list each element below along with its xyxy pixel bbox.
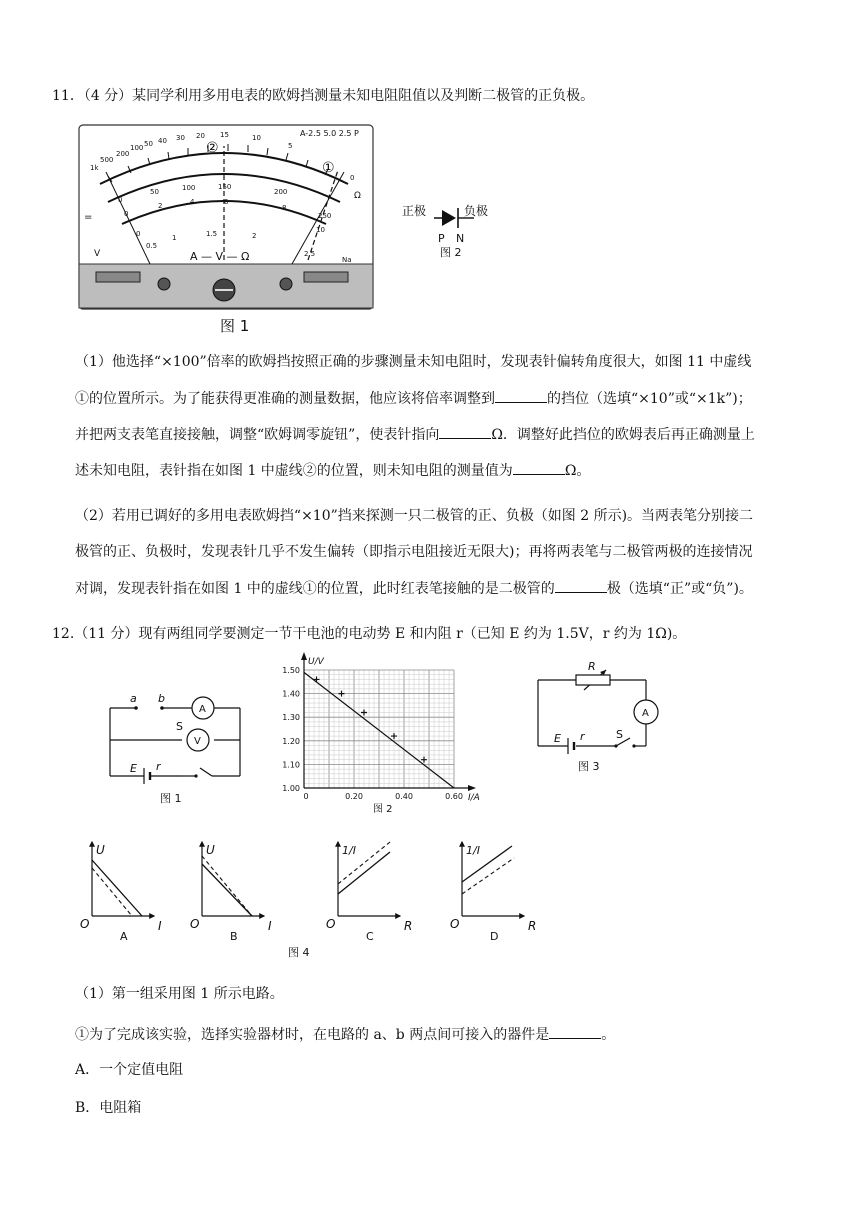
- ohm-scale-30: 30: [176, 134, 185, 142]
- fig4-b-letter: B: [230, 930, 238, 943]
- q12-fig4-panels: [76, 838, 546, 964]
- screw-left-icon: [158, 278, 170, 290]
- fig4-panel-b: [190, 842, 272, 943]
- fig4-a-letter: A: [120, 930, 128, 943]
- fig1-label-a: a: [130, 692, 137, 705]
- v10-scale-8: 8: [282, 204, 287, 212]
- fig4-c-origin: O: [326, 917, 336, 931]
- q11-heading: 11．（4 分）某同学利用多用电表的欧姆挡测量未知电阻阻值以及判断二极管的正负极。: [52, 88, 595, 104]
- q12-fig1-circuit: [100, 690, 250, 806]
- diode-p-label: P: [438, 232, 445, 245]
- fig4-panel-c: [326, 842, 412, 943]
- fig1-label-e: E: [130, 762, 137, 775]
- fig4-d-ylabel: 1/I: [466, 844, 480, 857]
- y-tick-label: 1.40: [282, 689, 300, 699]
- ohm-scale-200: 200: [116, 150, 130, 158]
- ac-scale-0: 0: [136, 230, 141, 238]
- v10-scale-2: 2: [158, 202, 163, 210]
- answer-blank-2[interactable]: [439, 424, 491, 439]
- dc-scale-150: 150: [218, 183, 232, 191]
- x-axis-arrow-icon: [468, 785, 476, 791]
- dc-mark: =: [84, 212, 93, 223]
- ac-scale-1-5: 1.5: [206, 230, 218, 238]
- data-point-3: [391, 733, 397, 739]
- fig3-label-r: r: [580, 730, 585, 743]
- fig2-caption: 图 2: [373, 804, 393, 815]
- q12-s1: （1）第一组采用图 1 所示电路。: [75, 986, 284, 1002]
- ohm-scale-50: 50: [144, 140, 153, 148]
- dc-scale-250: 250: [318, 212, 332, 220]
- v10-scale-0: 0: [124, 210, 129, 218]
- y-axis-arrow-icon: [301, 652, 307, 660]
- ohm-scale-1k: 1k: [90, 164, 99, 172]
- dc-scale-50: 50: [150, 188, 159, 196]
- x-tick-label: 0.60: [445, 792, 463, 801]
- x-tick-label: 0.20: [345, 792, 363, 801]
- fig1-ammeter-label: A: [199, 704, 206, 715]
- fig4-d-letter: D: [490, 930, 499, 943]
- fig3-caption: 图 3: [578, 760, 600, 773]
- fig4-b-origin: O: [190, 917, 200, 931]
- q11-fig2-diode: [398, 198, 508, 278]
- diode-negative-label: 负极: [464, 204, 489, 218]
- data-point-4: [421, 757, 427, 763]
- fig4-b-xlabel: I: [268, 919, 272, 933]
- marker-1: ①: [322, 160, 335, 176]
- q12-s1-q1: ①为了完成该实验，选择实验器材时，在电路的 a、b 两点间可接入的器件是 。: [75, 1024, 820, 1045]
- ohm-scale-5: 5: [288, 142, 293, 150]
- q12-heading: 12.（11 分）现有两组同学要测定一节干电池的电动势 E 和内阻 r（已知 E 约为 1.5V，r 约为 1Ω)。: [52, 626, 687, 642]
- ohm-scale-500: 500: [100, 156, 114, 164]
- ac-scale-2: 2: [252, 232, 257, 240]
- function-label: A — V — Ω: [190, 250, 250, 263]
- q11-p2-line2: 极管的正、负极时，发现表针几乎不发生偏转（即指示电阻接近无限大)；再将两表笔与二极管两极的连接情况: [75, 544, 753, 560]
- fig4-a-xlabel: I: [158, 919, 162, 933]
- fig4-c-letter: C: [366, 930, 374, 943]
- ac-scale-0-5: 0.5: [146, 242, 158, 250]
- diode-positive-label: 正极: [402, 204, 427, 218]
- y-tick-label: 1.30: [282, 713, 300, 723]
- screw-right-icon: [280, 278, 292, 290]
- q12-fig3-circuit: [528, 660, 668, 780]
- ac-scale-2-5: 2.5: [304, 250, 316, 258]
- fig4-d-xlabel: R: [528, 919, 537, 933]
- answer-blank-4[interactable]: [555, 578, 607, 593]
- fig4-c-ylabel: 1/I: [342, 844, 356, 857]
- fig1-caption: 图 1: [160, 792, 182, 805]
- q12-option-a: A．一个定值电阻: [75, 1062, 184, 1078]
- answer-blank-1[interactable]: [495, 388, 547, 403]
- ohm-scale-40: 40: [158, 137, 167, 145]
- rheostat-icon: [576, 675, 610, 685]
- data-point-0: [314, 676, 320, 682]
- fig1-label-r: r: [156, 760, 161, 773]
- diode-icon: [442, 210, 456, 226]
- v10-scale-6: 6: [224, 198, 229, 206]
- fig2-caption: 图 2: [440, 246, 462, 259]
- q11-fig1-caption: 图 1: [220, 317, 250, 335]
- dc-scale-100: 100: [182, 184, 196, 192]
- ohm-scale-15: 15: [220, 131, 229, 139]
- q11-fig1-multimeter: [78, 124, 374, 310]
- ohm-scale-20: 20: [196, 132, 205, 140]
- y-axis-label: U/V: [308, 657, 324, 667]
- fig4-b-ylabel: U: [206, 843, 215, 857]
- ohm-unit: Ω: [354, 191, 361, 201]
- answer-blank-3[interactable]: [513, 460, 565, 475]
- q11-p2-line3: 对调，发现表针指在如图 1 中的虚线①的位置，此时红表笔接触的是二极管的 极（选填“正”或“负”)。: [75, 578, 820, 599]
- q11-p2-line1: （2）若用已调好的多用电表欧姆挡“×10”挡来探测一只二极管的正、负极（如图 2 所示)。当两表笔分别接二: [75, 508, 754, 524]
- ohm-scale-100: 100: [130, 144, 144, 152]
- y-tick-label: 1.20: [282, 736, 300, 746]
- fig1-label-b: b: [158, 692, 165, 705]
- dc-scale-0: 0: [118, 196, 123, 204]
- fig3-label-r-big: R: [588, 660, 596, 673]
- diode-n-label: N: [456, 232, 465, 245]
- q12-fig2-chart: [272, 652, 498, 832]
- fig4-panel-d: [450, 842, 536, 943]
- dc-scale-200: 200: [274, 188, 288, 196]
- ohm-scale-10: 10: [252, 134, 261, 142]
- fig4-a-ylabel: U: [96, 843, 105, 857]
- fig1-voltmeter-label: V: [194, 736, 201, 747]
- fig4-d-origin: O: [450, 917, 460, 931]
- q11-p1-line2: ①的位置所示。为了能获得更准确的测量数据，他应该将倍率调整到 的挡位（选填“×10”或“×1k”)；: [75, 388, 820, 409]
- answer-blank-5[interactable]: [549, 1024, 601, 1039]
- q11-p1-line4: 述未知电阻，表针指在如图 1 中虚线②的位置，则未知电阻的测量值为 Ω。: [75, 460, 820, 481]
- fig3-ammeter-label: A: [642, 708, 649, 719]
- y-tick-label: 1.50: [282, 666, 300, 675]
- top-right-label: A-2.5 5.0 2.5 P: [300, 129, 359, 138]
- fig4-c-xlabel: R: [404, 919, 413, 933]
- q11-p1-line3: 并把两支表笔直接接触，调整“欧姆调零旋钮”，使表针指向 Ω．调整好此挡位的欧姆表后再正确测量上: [75, 424, 820, 445]
- fig4-panel-a: [80, 842, 162, 943]
- marker-2: ②: [206, 140, 219, 156]
- q11-p1-line1: （1）他选择“×100”倍率的欧姆挡按照正确的步骤测量未知电阻时，发现表针偏转角度很大，如图 11 中虚线: [75, 354, 752, 370]
- x-tick-label: 0.40: [395, 792, 413, 801]
- x-tick-label: 0: [303, 792, 309, 801]
- ac-mark: V: [94, 249, 101, 259]
- fig4-a-origin: O: [80, 917, 90, 931]
- v10-scale-10: 10: [316, 226, 325, 234]
- fig3-label-e: E: [554, 732, 561, 745]
- ac-scale-1: 1: [172, 234, 177, 242]
- fig3-label-s: S: [616, 728, 623, 741]
- y-tick-label: 1.00: [282, 784, 300, 793]
- q12-option-b: B．电阻箱: [75, 1100, 142, 1116]
- fig1-label-s: S: [176, 720, 183, 733]
- data-point-2: [361, 709, 367, 715]
- fig4-caption: 图 4: [288, 946, 310, 959]
- corner-label: Na: [342, 256, 352, 264]
- y-tick-label: 1.10: [282, 760, 300, 770]
- ohm-scale-0: 0: [350, 174, 355, 182]
- v10-scale-4: 4: [190, 198, 195, 206]
- data-point-1: [339, 691, 345, 697]
- x-axis-label: I/A: [468, 793, 480, 803]
